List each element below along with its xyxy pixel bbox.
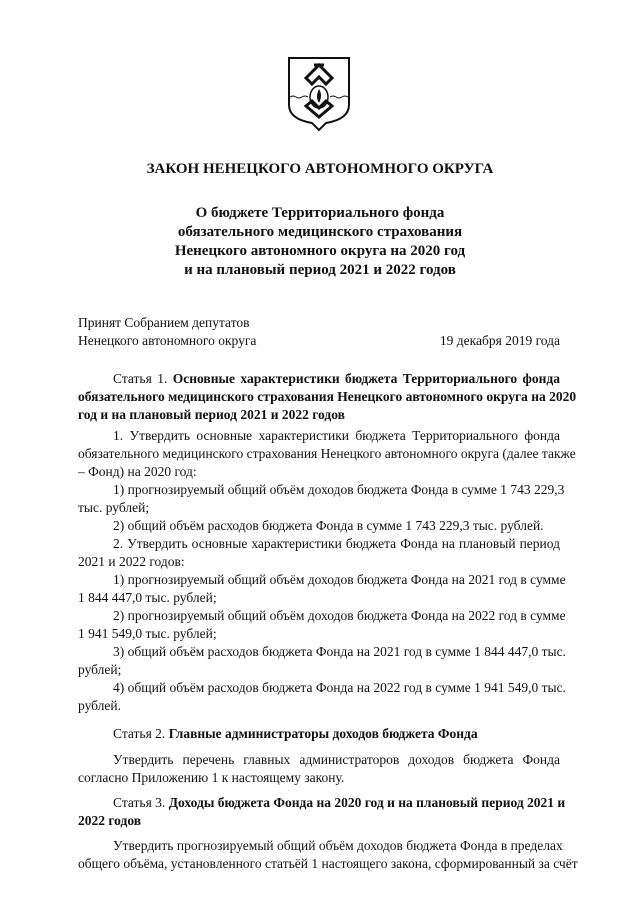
adoption-body-line2: Ненецкого автономного округа [78,333,257,348]
article1-title: год и на плановый период 2021 и 2022 годов [78,407,345,422]
article1-body-line: 1 844 447,0 тыс. рублей; [78,590,217,605]
article2-body-line: Утвердить перечень главных администраторов доходов бюджета Фонда [113,752,560,767]
article1-label: Статья 1. [113,371,168,386]
adoption-date: 19 декабря 2019 года [439,333,560,348]
article1-title: обязательного медицинского страхования Ненецкого автономного округа на 2020 [78,389,577,404]
article1-body-line: 1. Утвердить основные характеристики бюджета Территориального фонда [113,428,560,443]
article3-label: Статья 3. [113,795,166,810]
article3-body-line: общего объёма, установленного статьёй 1 настоящего закона, сформированный за счёт [78,856,578,871]
article3-body-line: Утвердить прогнозируемый общий объём доходов бюджета Фонда в пределах [113,838,563,853]
article1-body-line: 1) прогнозируемый общий объём доходов бюджета Фонда на 2021 год в сумме [113,572,566,587]
article1-body-line: 1 941 549,0 тыс. рублей; [78,626,217,641]
subtitle-line: Ненецкого автономного округа на 2020 год [174,243,466,259]
article1-body-line: 1) прогнозируемый общий объём доходов бюджета Фонда в сумме 1 743 229,3 [113,482,565,497]
article1-body-line: рублей; [78,662,122,677]
subtitle-line: обязательного медицинского страхования [177,224,463,240]
article3-title: Доходы бюджета Фонда на 2020 год и на плановый период 2021 и [168,795,566,810]
article1-body-line: 2. Утвердить основные характеристики бюджета Фонда на плановый период [113,536,560,551]
article2-heading [113,726,560,742]
article1-body-line: 4) общий объём расходов бюджета Фонда на 2022 год в сумме 1 941 549,0 тыс. [113,680,566,695]
coat-of-arms-emblem [286,55,352,131]
article1-body-line: 2) общий объём расходов бюджета Фонда в сумме 1 743 229,3 тыс. рублей. [113,518,544,533]
subtitle-line: и на плановый период 2021 и 2022 годов [184,262,456,278]
article1-body-line: – Фонд) на 2020 год: [78,464,197,479]
subtitle-line: О бюджете Территориального фонда [195,205,445,221]
adoption-body: Принят Собранием депутатов [78,315,250,330]
article3-heading [113,795,566,811]
article1-body-line: 3) общий объём расходов бюджета Фонда на 2021 год в сумме 1 844 447,0 тыс. [113,644,566,659]
article1-heading [113,371,560,387]
article1-body-line: обязательного медицинского страхования Ненецкого автономного округа (далее также [78,446,576,461]
article1-title: Основные характеристики бюджета Территориального фонда [172,371,560,386]
article1-body-line: 2) прогнозируемый общий объём доходов бюджета Фонда на 2022 год в сумме [113,608,566,623]
article1-body-line: тыс. рублей; [78,500,150,515]
article2-title: Главные администраторы доходов бюджета Фонда [168,726,478,741]
article1-body-line: 2021 и 2022 годов: [78,554,185,569]
law-title: ЗАКОН НЕНЕЦКОГО АВТОНОМНОГО ОКРУГА [146,161,494,177]
article2-body-line: согласно Приложению 1 к настоящему закону. [78,770,345,785]
article2-label: Статья 2. [113,726,166,741]
article1-body-line: рублей. [78,698,122,713]
article3-title: 2022 годов [78,813,142,828]
